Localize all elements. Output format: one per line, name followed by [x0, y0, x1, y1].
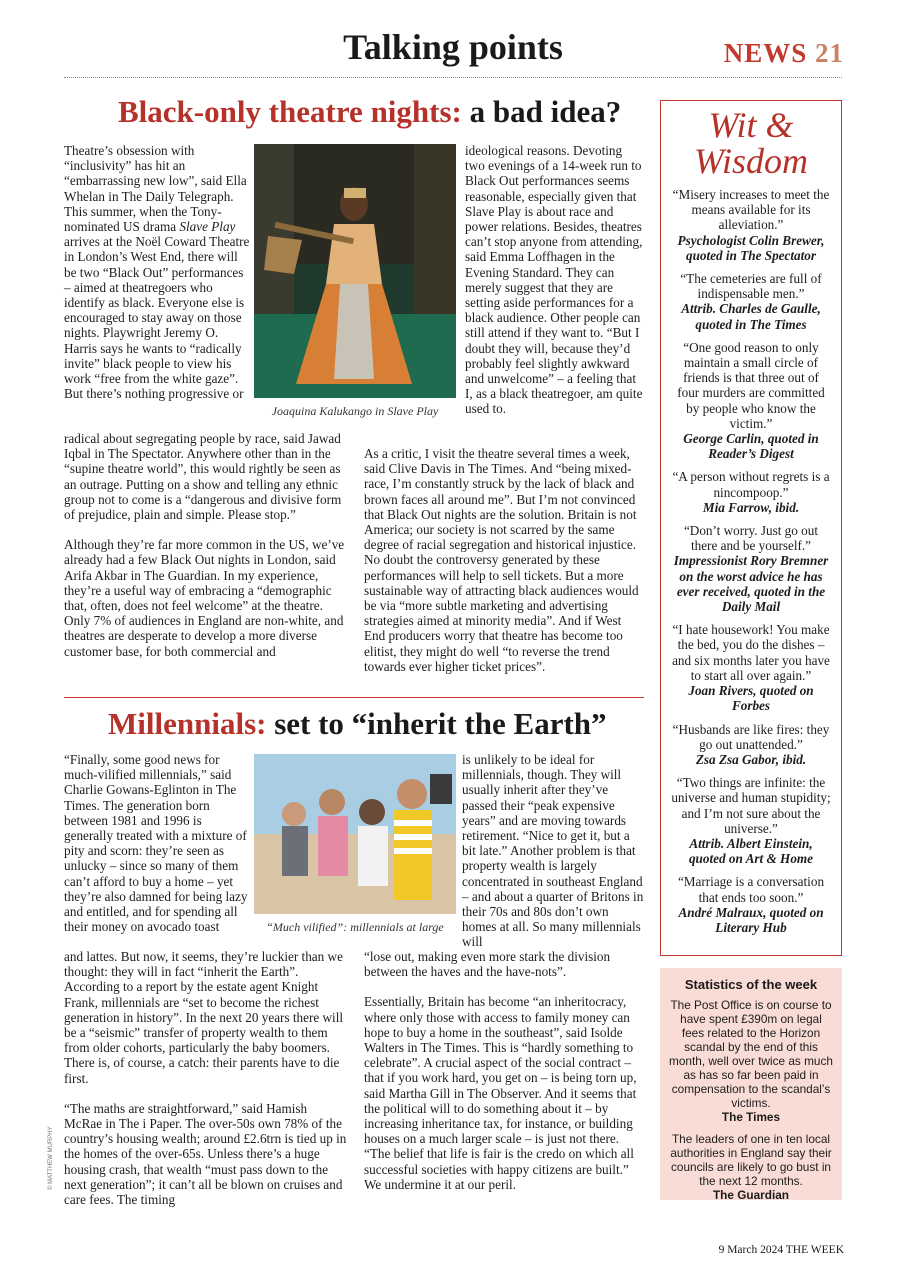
quote-item — [671, 271, 831, 332]
quote-attribution: Mia Farrow, ibid. — [702, 499, 800, 515]
article2-p1-start: “Finally, some good news for much-vilified millennials,” said Charlie Gowans-Eglinton in The Times. The generation born between 1981 and 1996 is generally treated with a mixture of pity and scorn: they’re seen as unlucky – since so many of them can’t afford to buy a home – yet they’re also damned for being lazy and entitled, and for spending all their money on avocado toast — [64, 752, 248, 935]
page-number: 21 — [815, 38, 844, 68]
footer-date: 9 March 2024 — [718, 1244, 784, 1256]
quote-item — [671, 622, 831, 713]
section-label — [724, 38, 844, 69]
article-divider — [64, 697, 644, 698]
stats-title: Statistics of the week — [684, 977, 818, 992]
wit-title-line2: Wisdom — [693, 141, 808, 181]
header-divider — [64, 77, 842, 78]
article2-col1-bottom — [64, 949, 348, 1222]
statistics-box — [660, 968, 842, 1200]
article1-p1-end: radical about segregating people by race, said Jawad Iqbal in The Spectator. Anywhere other than in the “supine theatre world”, this would rightly be seen as an outrage. Putting on a show and telling any ethnic group not to come is a “dangerous and divisive form of prejudice, plain and simple. Please stop.” — [64, 431, 342, 523]
quote-item — [671, 775, 831, 866]
quote-text: “Husbands are like fires: they go out unattended.” — [672, 721, 830, 752]
quote-item — [671, 340, 831, 462]
article2-p4: Essentially, Britain has become “an inheritocracy, where only those with access to family money can hope to buy a home in the southeast”, said Isolde Walters in The Times. This is “hardly something to celebrate”. A crucial aspect of the social contract – that if you work hard, you get on – is being torn up, said Martha Gill in The Observer. And it seems that the political will to do something about it – by increasing inheritance tax, for instance, or building houses on a much larger scale – is just not there. “The belief that life is fair is the credo on which all successful societies with happy citizens are built.” We undermine it at our peril. — [364, 994, 637, 1192]
quote-attribution: Impressionist Rory Bremner on the worst advice he has ever received, quoted in the Daily Mail — [673, 553, 829, 615]
article2-headline-red: Millennials: — [108, 706, 267, 741]
quote-text: “The cemeteries are full of indispensable men.” — [680, 271, 822, 302]
article1-col3-top — [465, 143, 643, 417]
article1-headline-red: Black-only theatre nights: — [118, 94, 462, 129]
stat-text: The Post Office is on course to have spent £390m on legal fees related to the Horizon scandal by the end of this month, well over twice as much as has so far been paid in compensation to the scandal’s victims. — [669, 998, 833, 1110]
quote-text: “One good reason to only maintain a small circle of friends is that three out of four murders are committed by people who know the victim.” — [677, 339, 825, 431]
article1-p4: As a critic, I visit the theatre several times a week, said Clive Davis in The Times. And “being mixed-race, I’m constantly struck by the lack of black and brown faces all around me”. But I’m not convinced that Black Out nights are the solution. Britain is not America; our society is not scarred by the same degree of racial segregation and historical injustice. No doubt the controversy generated by these performances will help to sell tickets. But a more sustainable way of attracting black audiences would be via “more subtle marketing and advertising strategies aimed at minority media”. And if West End producers worry that theatre has become too elitist, they might do well “to reverse the trend towards ever higher ticket prices”. — [364, 446, 639, 674]
article1-headline — [118, 94, 621, 130]
quote-attribution: Attrib. Albert Einstein, quoted on Art & Home — [688, 835, 814, 867]
article2-col2-bottom — [364, 949, 644, 1207]
article1-col1-bottom — [64, 431, 348, 674]
article1-caption: Joaquina Kalukango in Slave Play — [271, 404, 439, 418]
quote-text: “Don’t worry. Just go out there and be yourself.” — [683, 523, 819, 554]
article1-headline-rest: a bad idea? — [469, 94, 622, 129]
stats-list — [660, 992, 842, 1202]
quote-item — [671, 874, 831, 935]
wit-title-line1: Wit & — [708, 105, 794, 145]
quote-item — [671, 187, 831, 263]
millennials-photo — [254, 754, 456, 914]
wit-wisdom-box — [660, 100, 842, 956]
quote-text: “Marriage is a conversation that ends too soon.” — [677, 874, 825, 905]
article2-p3-end: “lose out, making even more stark the division between the haves and the have-nots”. — [364, 949, 611, 980]
theatre-photo-image — [254, 144, 456, 398]
quote-item — [671, 523, 831, 614]
quote-text: “A person without regrets is a nincompoop.” — [672, 469, 830, 500]
quote-text: “Two things are infinite: the universe and human stupidity; and I’m not sure about the universe.” — [671, 775, 831, 836]
quote-item — [671, 722, 831, 768]
theatre-photo — [254, 144, 456, 398]
article1-p3: ideological reasons. Devoting two evenings of a 14-week run to Black Out performances seems reasonable, especially given that Slave Play is about race and power relations. Besides, theatres can’t stop anyone from attending, said Emma Loffhagen in the Evening Standard. They can merely suggest that they are setting aside performances for a black audience. Other people can still attend if they want to. “But I doubt they will, because they’d probably feel slightly awkward and unwelcome” – a feeling that I, as a black theatregoer, am quite used to. — [465, 143, 643, 417]
article2-p1-end: and lattes. But now, it seems, they’re luckier than we thought: they will in fact “inherit the Earth”. According to a report by the estate agent Knight Frank, millennials are “set to become the richest generation in history”. In the next 20 years there will be a “seismic” transfer of property wealth to them from older cohorts, particularly the baby boomers. There is, of course, a catch: their parents have to die first. — [64, 949, 344, 1086]
quote-text: “I hate housework! You make the bed, you do the dishes – and six months later you have to start all over again.” — [672, 622, 830, 683]
quote-attribution: Psychologist Colin Brewer, quoted in The Spectator — [677, 232, 825, 263]
quote-attribution: Joan Rivers, quoted on Forbes — [688, 683, 814, 714]
quote-text: “Misery increases to meet the means available for its alleviation.” — [672, 187, 830, 233]
wit-title — [661, 107, 841, 179]
article1-p1-start: Theatre’s obsession with “inclusivity” has hit an “embarrassing new low”, said Ella Whelan in The Daily Telegraph. This summer, when the Tony-nominated US drama Slave Play arrives at the Noël Coward Theatre in London’s West End, there will be two “Black Out” performances – aimed at theatregoers who identify as black. Everyone else is encouraged to stay away on those nights. Playwright Jeremy O. Harris says he wants to “radically invite” black people to view his work “free from the white gaze”. But there’s nothing progressive or — [64, 143, 250, 402]
millennials-photo-image — [254, 754, 456, 914]
article2-p2: “The maths are straightforward,” said Hamish McRae in The i Paper. The over-50s own 78% of the country’s housing wealth; around £2.6trn is tied up in the homes of the over-65s. Unless there’s a huge housing crash, that wealth “must pass down to the next generation”; it can’t all be blown on cruises and care fees. The timing — [64, 1100, 347, 1208]
quote-attribution: André Malraux, quoted on Literary Hub — [678, 904, 824, 935]
article2-p3-start: is unlikely to be ideal for millennials, though. They will usually inherit after they’ve passed their “peak expensive years” and are moving towards retirement. “Nice to get it, but a bit late.” Another problem is that property wealth is largely concentrated in southeast England – and about a quarter of Britons in their 70s and 80s don’t own homes at all. So many millennials will — [462, 752, 644, 950]
quote-attribution: George Carlin, quoted in Reader’s Digest — [683, 431, 819, 462]
footer-brand: THE WEEK — [785, 1244, 844, 1256]
article2-col3-top — [462, 752, 644, 950]
stat-text: The leaders of one in ten local authorities in England say their councils are likely to go bust in the next 12 months. — [670, 1132, 832, 1188]
stat-source: The Guardian — [712, 1188, 790, 1202]
stat-item — [668, 1132, 834, 1202]
article2-caption: “Much vilified”: millennials at large — [266, 920, 444, 934]
article2-headline-rest: set to “inherit the Earth” — [274, 706, 607, 741]
article2-headline — [108, 706, 607, 742]
article1-col2-bottom — [364, 446, 644, 674]
quote-attribution: Attrib. Charles de Gaulle, quoted in The Times — [681, 301, 821, 332]
article2-col1-top — [64, 752, 250, 934]
section-name: NEWS — [723, 38, 808, 68]
photo-credit: © MATTHEW MURPHY — [48, 1126, 54, 1190]
article1-p2: Although they’re far more common in the US, we’ve already had a few Black Out nights in London, said Arifa Akbar in The Guardian. In my experience, they’re a useful way of embracing a “demographic that, often, does not feel welcome” at the theatre. Only 7% of audiences in England are non-white, and theatres are desperate to develop a more diverse customer base, for both commercial and — [64, 537, 345, 659]
quote-list — [661, 179, 841, 935]
quote-item — [671, 469, 831, 515]
stat-item — [668, 998, 834, 1124]
page-footer — [719, 1244, 844, 1256]
page-title: Talking points — [343, 27, 563, 67]
quote-attribution: Zsa Zsa Gabor, ibid. — [695, 751, 807, 767]
article1-col1-top — [64, 143, 250, 401]
stat-source: The Times — [721, 1110, 781, 1124]
